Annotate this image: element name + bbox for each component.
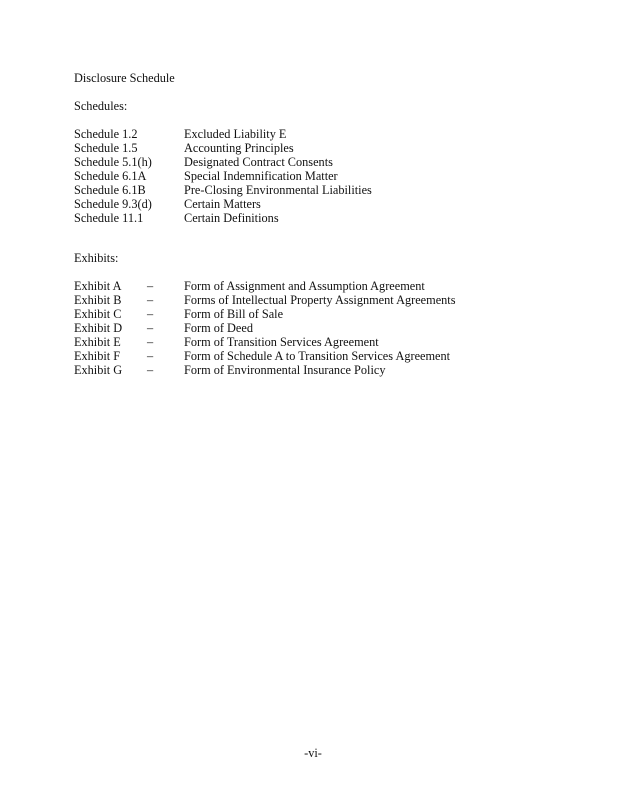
exhibit-row	[74, 363, 554, 377]
exhibit-name: Form of Environmental Insurance Policy	[184, 363, 386, 377]
document-title: Disclosure Schedule	[74, 71, 175, 85]
schedule-name: Accounting Principles	[184, 141, 294, 155]
schedule-name: Certain Definitions	[184, 211, 279, 225]
exhibits-heading: Exhibits:	[74, 251, 119, 265]
exhibit-id: Exhibit A	[74, 279, 122, 293]
schedule-row	[74, 141, 554, 155]
schedule-row	[74, 211, 554, 225]
exhibit-name: Form of Schedule A to Transition Services Agreement	[184, 349, 451, 363]
schedule-row	[74, 169, 554, 183]
schedule-id: Schedule 11.1	[74, 211, 144, 225]
exhibit-name: Form of Bill of Sale	[184, 307, 284, 321]
exhibit-dash: –	[147, 363, 154, 377]
schedule-name: Excluded Liability E	[184, 127, 287, 141]
exhibit-id: Exhibit F	[74, 349, 121, 363]
exhibit-row	[74, 279, 554, 293]
exhibit-row	[74, 293, 554, 307]
exhibit-name: Form of Assignment and Assumption Agreement	[184, 279, 425, 293]
exhibit-row	[74, 307, 554, 321]
schedule-id: Schedule 1.2	[74, 127, 138, 141]
exhibit-name: Form of Deed	[184, 321, 253, 335]
schedule-id: Schedule 6.1B	[74, 183, 146, 197]
exhibit-row	[74, 335, 554, 349]
schedule-row	[74, 127, 554, 141]
exhibit-name: Form of Transition Services Agreement	[184, 335, 379, 349]
schedule-id: Schedule 1.5	[74, 141, 138, 155]
schedule-name: Certain Matters	[184, 197, 261, 211]
exhibit-row	[74, 321, 554, 335]
exhibit-dash: –	[147, 307, 154, 321]
exhibit-name: Forms of Intellectual Property Assignment Agreements	[184, 293, 456, 307]
schedule-name: Pre-Closing Environmental Liabilities	[184, 183, 372, 197]
schedule-name: Designated Contract Consents	[184, 155, 333, 169]
exhibit-dash: –	[147, 349, 154, 363]
exhibit-id: Exhibit D	[74, 321, 123, 335]
exhibit-dash: –	[147, 335, 154, 349]
exhibit-dash: –	[147, 279, 154, 293]
exhibit-dash: –	[147, 321, 154, 335]
schedule-id: Schedule 6.1A	[74, 169, 147, 183]
exhibit-id: Exhibit G	[74, 363, 123, 377]
exhibit-id: Exhibit B	[74, 293, 122, 307]
schedule-row	[74, 183, 554, 197]
exhibit-id: Exhibit E	[74, 335, 121, 349]
schedules-heading: Schedules:	[74, 99, 128, 113]
page-number: -vi-	[304, 746, 322, 760]
schedule-row	[74, 155, 554, 169]
schedule-id: Schedule 5.1(h)	[74, 155, 152, 169]
schedule-id: Schedule 9.3(d)	[74, 197, 152, 211]
exhibit-id: Exhibit C	[74, 307, 122, 321]
schedule-name: Special Indemnification Matter	[184, 169, 338, 183]
exhibit-dash: –	[147, 293, 154, 307]
exhibit-row	[74, 349, 554, 363]
schedule-row	[74, 197, 554, 211]
